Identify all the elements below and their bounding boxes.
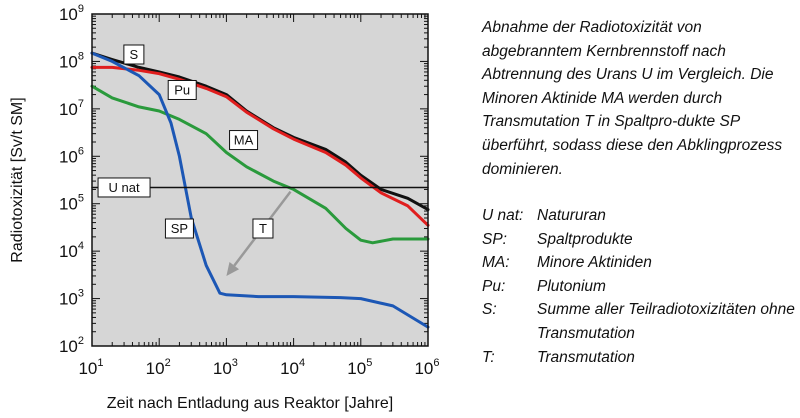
curve-label-text: MA: [233, 132, 254, 148]
x-tick-label: $10^5$: [347, 357, 373, 378]
x-tick-label: $10^3$: [212, 357, 238, 378]
figure-caption: Abnahme der Radiotoxizität von abgebranntem Kernbrennstoff nach Abtrennung des Urans U im Vergleich. Die Minoren Aktinide MA werden durch Transmutation T in Spaltpro-dukte SP überführt, sodass diese den Abklingprozess dominieren.: [482, 19, 783, 178]
legend-key: S:: [482, 301, 497, 319]
y-tick-label: $10^9$: [58, 3, 84, 24]
y-tick-label: $10^8$: [58, 50, 84, 72]
y-tick-label: $10^2$: [58, 335, 84, 356]
y-axis-title: Radiotoxizität [Sv/t SM]: [9, 97, 26, 263]
x-axis-title: Zeit nach Entladung aus Reaktor [Jahre]: [106, 395, 394, 412]
y-tick-label: $10^7$: [58, 97, 84, 119]
curve-label-pu: [168, 80, 196, 99]
curve-label-ma: [230, 131, 258, 150]
legend-key: MA:: [482, 254, 510, 272]
y-tick-label: $10^3$: [58, 287, 84, 309]
legend-item: [482, 228, 800, 252]
curve-label-s: [124, 45, 144, 64]
curve-label-t: [253, 219, 273, 238]
legend-item: [482, 346, 800, 370]
curve-label-sp: [165, 219, 193, 238]
legend-item: [482, 204, 800, 228]
legend-key: Pu:: [482, 277, 506, 295]
y-tick-label: $10^5$: [58, 192, 84, 214]
legend-key: U nat:: [482, 207, 524, 224]
legend-item: [482, 298, 800, 345]
x-tick-label: $10^1$: [78, 357, 104, 378]
curve-label-text: T: [258, 221, 267, 237]
curve-label-u-nat: [98, 178, 150, 197]
legend-item: [482, 275, 800, 299]
legend-item: [482, 251, 800, 275]
y-tick-label: $10^4$: [58, 240, 84, 262]
legend-text: Plutonium: [537, 277, 606, 295]
x-tick-label: $10^6$: [414, 357, 440, 378]
curve-label-text: U nat: [108, 179, 140, 195]
legend: [482, 204, 800, 369]
curve-label-text: Pu: [174, 82, 191, 98]
legend-text: Summe aller Teilradiotoxizitäten ohne Transmutation: [537, 301, 795, 342]
x-tick-label: $10^2$: [145, 357, 171, 378]
legend-text: Transmutation: [537, 348, 635, 366]
legend-text: Spaltprodukte: [537, 230, 633, 248]
curve-label-text: SP: [170, 221, 189, 237]
y-tick-label: $10^6$: [58, 145, 84, 167]
legend-key: SP:: [482, 230, 507, 248]
curve-label-text: S: [129, 46, 139, 62]
legend-text: Minore Aktiniden: [537, 254, 652, 272]
legend-text: Natururan: [537, 207, 606, 224]
x-tick-label: $10^4$: [280, 357, 306, 378]
legend-key: T:: [482, 348, 495, 366]
